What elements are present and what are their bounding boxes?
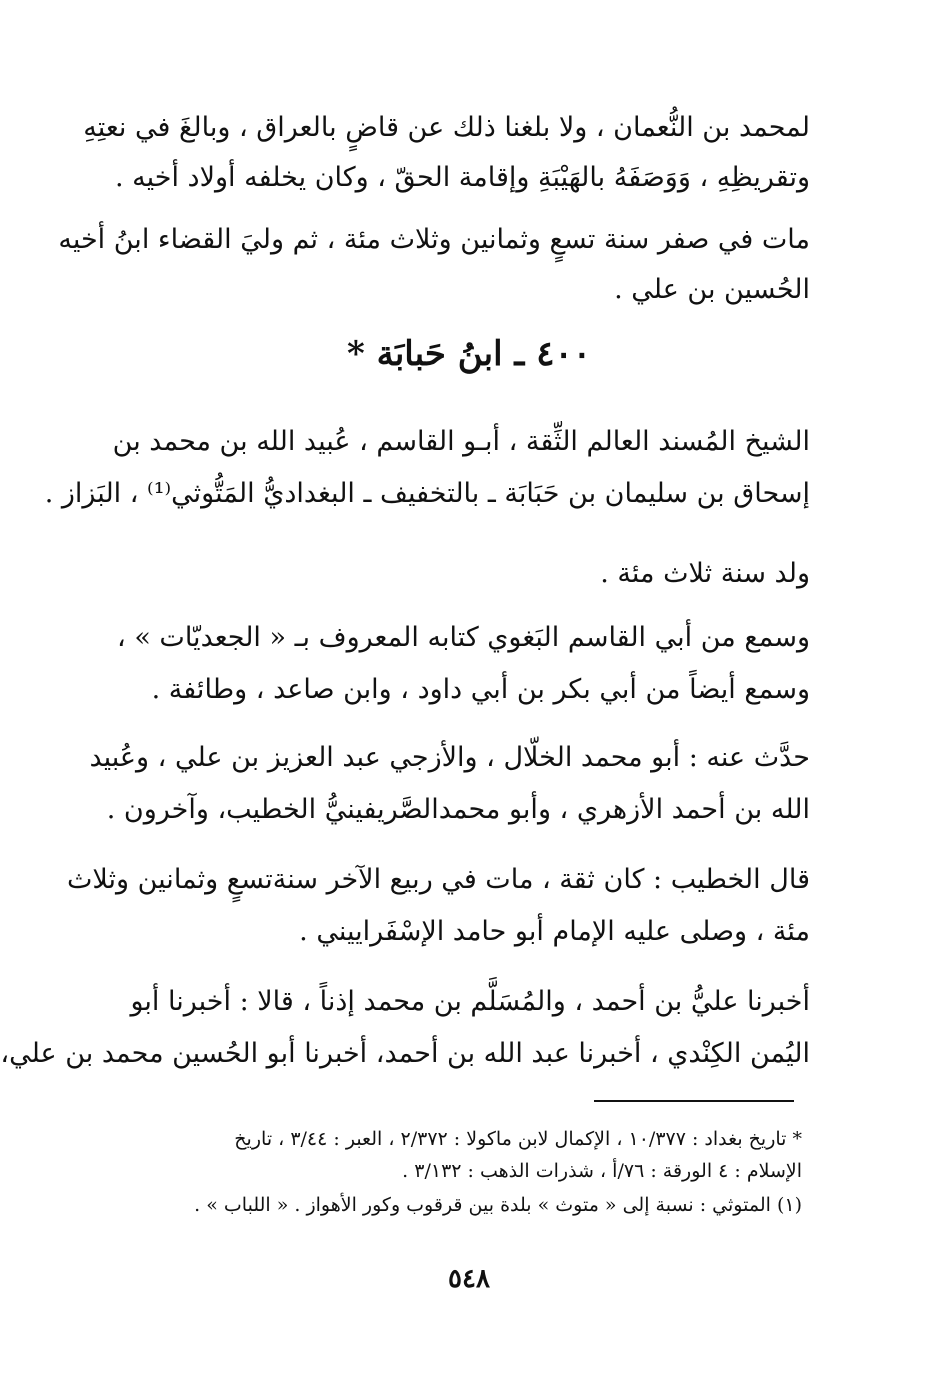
footnote-divider	[594, 1100, 794, 1102]
body-line: مئة ، وصلى عليه الإمام أبو حامد الإسْفَراييني .	[299, 916, 810, 947]
body-line: الشيخ المُسند العالم الثِّقة ، أبـو القاسم ، عُبيد الله بن محمد بن	[112, 426, 810, 457]
body-line: الله بن أحمد الأزهري ، وأبو محمدالصَّريفينيُّ الخطيب، وآخرون .	[106, 794, 810, 825]
body-line: لمحمد بن النُّعمان ، ولا بلغنا ذلك عن قاضٍ بالعراق ، وبالغَ في نعتِهِ	[83, 112, 810, 143]
body-line: وسمع من أبي القاسم البَغوي كتابه المعروف بـ « الجعديّات » ،	[117, 622, 810, 653]
body-line: أخبرنا عليُّ بن أحمد ، والمُسَلَّم بن محمد إذناً ، قالا : أخبرنا أبو	[130, 986, 810, 1017]
footnote-line: * تاريخ بغداد : ١٠/٣٧٧ ، الإكمال لابن ماكولا : ٢/٣٧٢ ، العبر : ٣/٤٤ ، تاريخ	[234, 1128, 802, 1150]
body-line: قال الخطيب : كان ثقة ، مات في ربيع الآخر سنةتسعٍ وثمانين وثلاث	[66, 864, 810, 895]
page-number: ٥٤٨	[448, 1264, 490, 1294]
body-line: إسحاق بن سليمان بن حَبَابَة ـ بالتخفيف ـ البغداديُّ المَتُّوثي⁽¹⁾ ، البَزاز .	[44, 478, 810, 509]
body-line: وتقريظِهِ ، وَوَصَفَهُ بالهَيْبَةِ وإقامة الحقّ ، وكان يخلفه أولاد أخيه .	[114, 162, 810, 193]
footnote-line: (١) المتوثي : نسبة إلى « متوث » بلدة بين قرقوب وكور الأهواز . « اللباب » .	[194, 1194, 802, 1216]
body-line: الحُسين بن علي .	[614, 274, 810, 305]
footnote-line: الإسلام : ٤ الورقة : ٧٦/أ ، شذرات الذهب : ٣/١٣٢ .	[402, 1160, 802, 1182]
body-line: حدَّث عنه : أبو محمد الخلّال ، والأزجي عبد العزيز بن علي ، وعُبيد	[89, 742, 810, 773]
body-line: ولد سنة ثلاث مئة .	[600, 558, 810, 589]
entry-heading: ٤٠٠ ـ ابنُ حَبابَة *	[346, 334, 591, 374]
body-line: اليُمن الكِنْدي ، أخبرنا عبد الله بن أحمد، أخبرنا أبو الحُسين محمد بن علي،	[0, 1038, 810, 1069]
body-line: وسمع أيضاً من أبي بكر بن أبي داود ، وابن صاعد ، وطائفة .	[151, 674, 810, 705]
body-line: مات في صفر سنة تسعٍ وثمانين وثلاث مئة ، ثم وليَ القضاء ابنُ أخيه	[58, 224, 810, 255]
